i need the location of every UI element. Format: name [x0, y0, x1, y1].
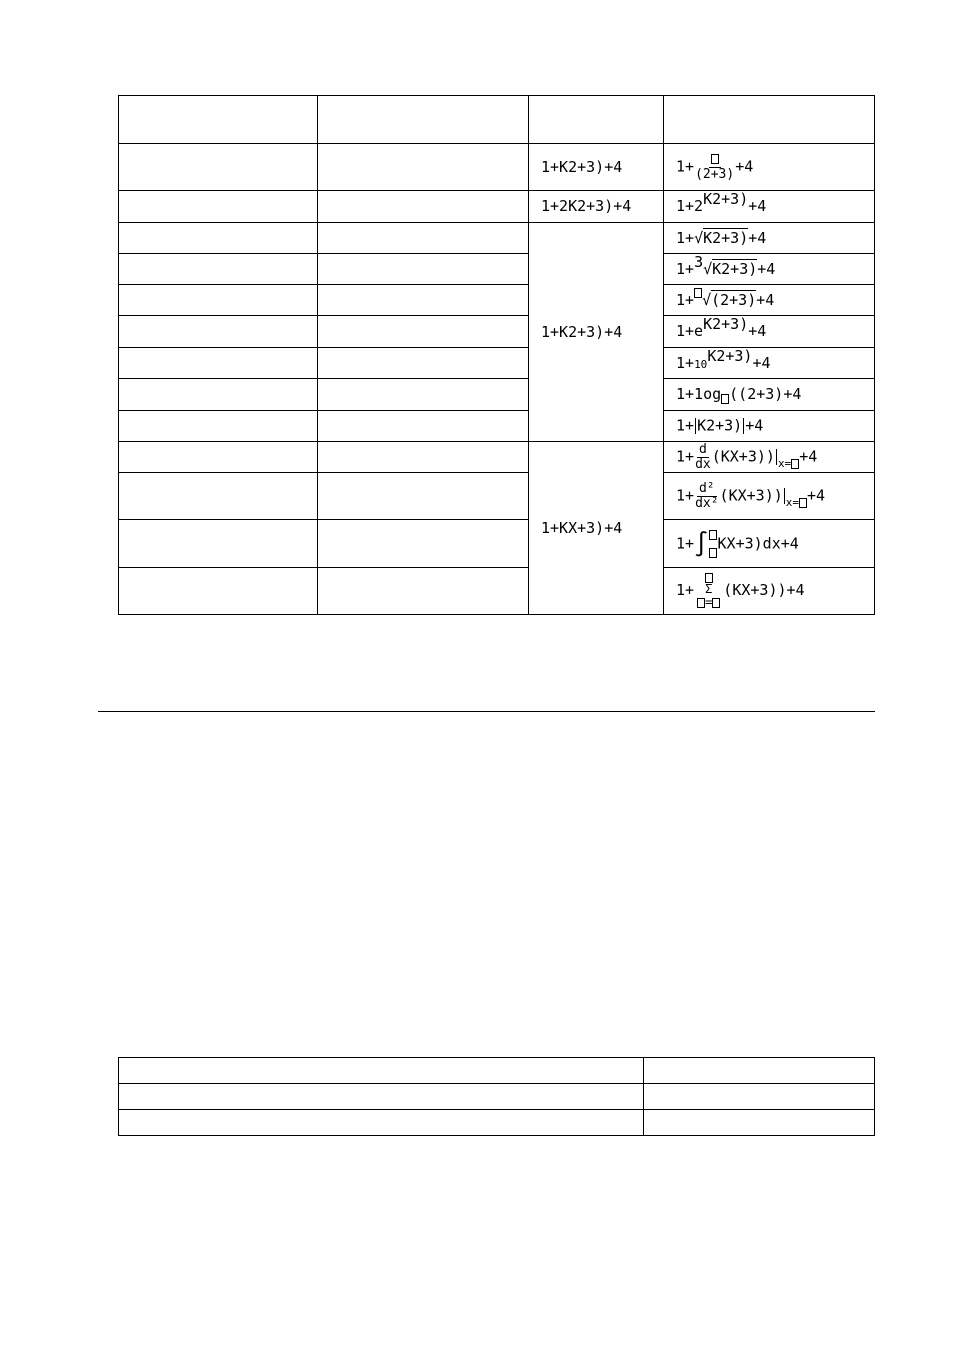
nroot-display-cell [664, 285, 875, 316]
table-cell [119, 1058, 644, 1084]
log-expression [664, 387, 874, 402]
sum-display-cell [664, 568, 875, 615]
radicand: (2+3) [711, 290, 757, 309]
sum-lower-limit [697, 596, 720, 609]
expr-text: +4 [748, 197, 767, 215]
placeholder-box-icon [799, 498, 807, 508]
sqrt-icon: √ [694, 228, 704, 247]
expr-text: 1+ [676, 157, 695, 176]
fraction [695, 153, 734, 181]
eval-bar-icon [776, 449, 777, 465]
fraction-denominator: (2+3) [695, 166, 735, 182]
expr-text: = [705, 595, 713, 609]
placeholder-box-icon [712, 598, 720, 608]
table-cell [119, 316, 318, 348]
table-cell [318, 379, 529, 411]
expr-text: +4 [757, 259, 776, 278]
integral-expression [664, 530, 874, 558]
table-cell [318, 191, 529, 223]
expr-text: K2+3) [697, 416, 743, 435]
table-cell [119, 568, 318, 615]
input-expression-cell [529, 223, 664, 442]
expr-text: (KX+3))+4 [723, 581, 805, 600]
exp-display-cell [664, 316, 875, 348]
expr-text: 1+ [676, 581, 695, 600]
summation [697, 573, 720, 608]
input-expression-cell [529, 442, 664, 615]
placeholder-box-icon [721, 394, 729, 404]
expr-text: +4 [799, 447, 818, 466]
table-cell [318, 442, 529, 473]
fraction-display-cell [664, 144, 875, 191]
table-cell [119, 379, 318, 411]
eval-bar-icon [784, 488, 785, 504]
table-cell [119, 442, 318, 473]
placeholder-box-icon [694, 288, 702, 298]
input-expression: 1+2K2+3)+4 [541, 197, 632, 215]
input-expression: 1+K2+3)+4 [541, 157, 623, 176]
table-cell [119, 411, 318, 442]
table-cell [119, 191, 318, 223]
expr-text: (KX+3)) [719, 486, 783, 505]
root-index: 3 [694, 252, 704, 271]
table-cell [318, 520, 529, 568]
cbrt-expression [664, 252, 874, 278]
integral-sign-icon: ∫ [694, 529, 709, 558]
abs-expression [664, 418, 874, 434]
expr-text: x= [777, 456, 792, 470]
expr-text: KX+3)dx+4 [717, 534, 799, 552]
table-cell [119, 473, 318, 520]
expr-text: +4 [807, 486, 826, 505]
second-derivative-expression [664, 482, 874, 510]
header-cell-1 [119, 96, 318, 144]
radicand: K2+3) [712, 259, 758, 278]
fraction-numerator: d² [698, 480, 715, 496]
table-cell [318, 144, 529, 191]
placeholder-box-icon [697, 598, 705, 608]
expr-text: +4 [752, 353, 771, 372]
table-cell [119, 1110, 644, 1136]
fraction [695, 482, 718, 510]
table-cell [318, 223, 529, 254]
abs-bar-icon [695, 418, 696, 434]
placeholder-box-icon [791, 459, 799, 469]
eval-point [778, 457, 799, 470]
fraction-numerator: d [698, 441, 707, 457]
table-cell [318, 348, 529, 379]
expr-text: +4 [735, 157, 754, 176]
header-cell-2 [318, 96, 529, 144]
sqrt-display-cell [664, 223, 875, 254]
sqrt-icon: √ [703, 259, 713, 278]
sigma-icon: Σ [705, 582, 713, 597]
expression-table [118, 95, 875, 615]
expr-text: +4 [748, 322, 767, 340]
base: 10 [694, 357, 708, 371]
eval-point [786, 496, 807, 509]
expr-text: 1+ [676, 353, 695, 372]
second-derivative-display-cell [664, 473, 875, 520]
log-display-cell [664, 379, 875, 411]
table-cell [119, 1084, 644, 1110]
table-cell [318, 473, 529, 520]
input-expression-cell [529, 144, 664, 191]
placeholder-box-icon [709, 530, 717, 540]
fraction-expression [664, 153, 874, 181]
table-cell [644, 1110, 875, 1136]
ten-power-display-cell [664, 348, 875, 379]
expr-text: 1+ [676, 486, 695, 505]
header-cell-4 [664, 96, 875, 144]
header-cell-3 [529, 96, 664, 144]
ten-power-expression [664, 346, 874, 372]
input-expression-cell [529, 191, 664, 223]
expr-text: ((2+3)+4 [729, 385, 802, 403]
table-cell [644, 1084, 875, 1110]
exponent: K2+3) [703, 190, 749, 208]
expr-text: (KX+3)) [711, 447, 775, 466]
expr-text: 1+1og [676, 385, 722, 403]
derivative-display-cell [664, 442, 875, 473]
integral-limits [709, 530, 717, 558]
table-cell [119, 348, 318, 379]
table-cell [318, 285, 529, 316]
table-cell [119, 520, 318, 568]
expr-text: +4 [745, 416, 764, 435]
expr-text: 1+ [676, 447, 695, 466]
sqrt-expression [664, 228, 874, 247]
sqrt-icon: √ [702, 290, 712, 309]
exponent: K2+3) [703, 315, 749, 333]
power-display-cell [664, 191, 875, 223]
table-cell [119, 144, 318, 191]
expr-text: +4 [748, 228, 767, 247]
expr-text: 1+ [676, 290, 695, 309]
placeholder-box-icon [709, 548, 717, 558]
table-cell [318, 316, 529, 348]
table-cell [318, 411, 529, 442]
expr-text: 1+ [676, 259, 695, 278]
fraction [695, 443, 711, 471]
table-cell [119, 223, 318, 254]
integral-display-cell [664, 520, 875, 568]
fraction-denominator: dx² [695, 495, 719, 511]
expr-text: 1+ [676, 416, 695, 435]
expr-text: +4 [756, 290, 775, 309]
table-cell [318, 254, 529, 285]
fraction-denominator: dx [695, 456, 711, 472]
bottom-table [118, 1057, 875, 1136]
expr-text: 1+ [676, 534, 695, 552]
table-cell [318, 568, 529, 615]
table-cell [119, 285, 318, 316]
nroot-expression [664, 290, 874, 309]
expr-text: 1+ [676, 228, 695, 247]
expr-text: 1+e [676, 322, 704, 340]
table-cell [644, 1058, 875, 1084]
exponent: K2+3) [707, 346, 753, 365]
table-cell [119, 254, 318, 285]
power-expression [664, 190, 874, 215]
sum-expression [664, 573, 874, 608]
section-divider [98, 711, 875, 712]
input-expression: 1+KX+3)+4 [541, 518, 623, 537]
placeholder-box-icon [711, 154, 719, 164]
derivative-expression [664, 443, 874, 471]
exp-expression [664, 315, 874, 340]
expr-text: 1+2 [676, 197, 704, 215]
fraction-numerator [709, 153, 721, 168]
input-expression: 1+K2+3)+4 [541, 322, 623, 341]
abs-display-cell [664, 411, 875, 442]
expr-text: x= [785, 495, 800, 509]
root-index [694, 284, 702, 302]
radicand: K2+3) [703, 228, 749, 247]
cbrt-display-cell [664, 254, 875, 285]
